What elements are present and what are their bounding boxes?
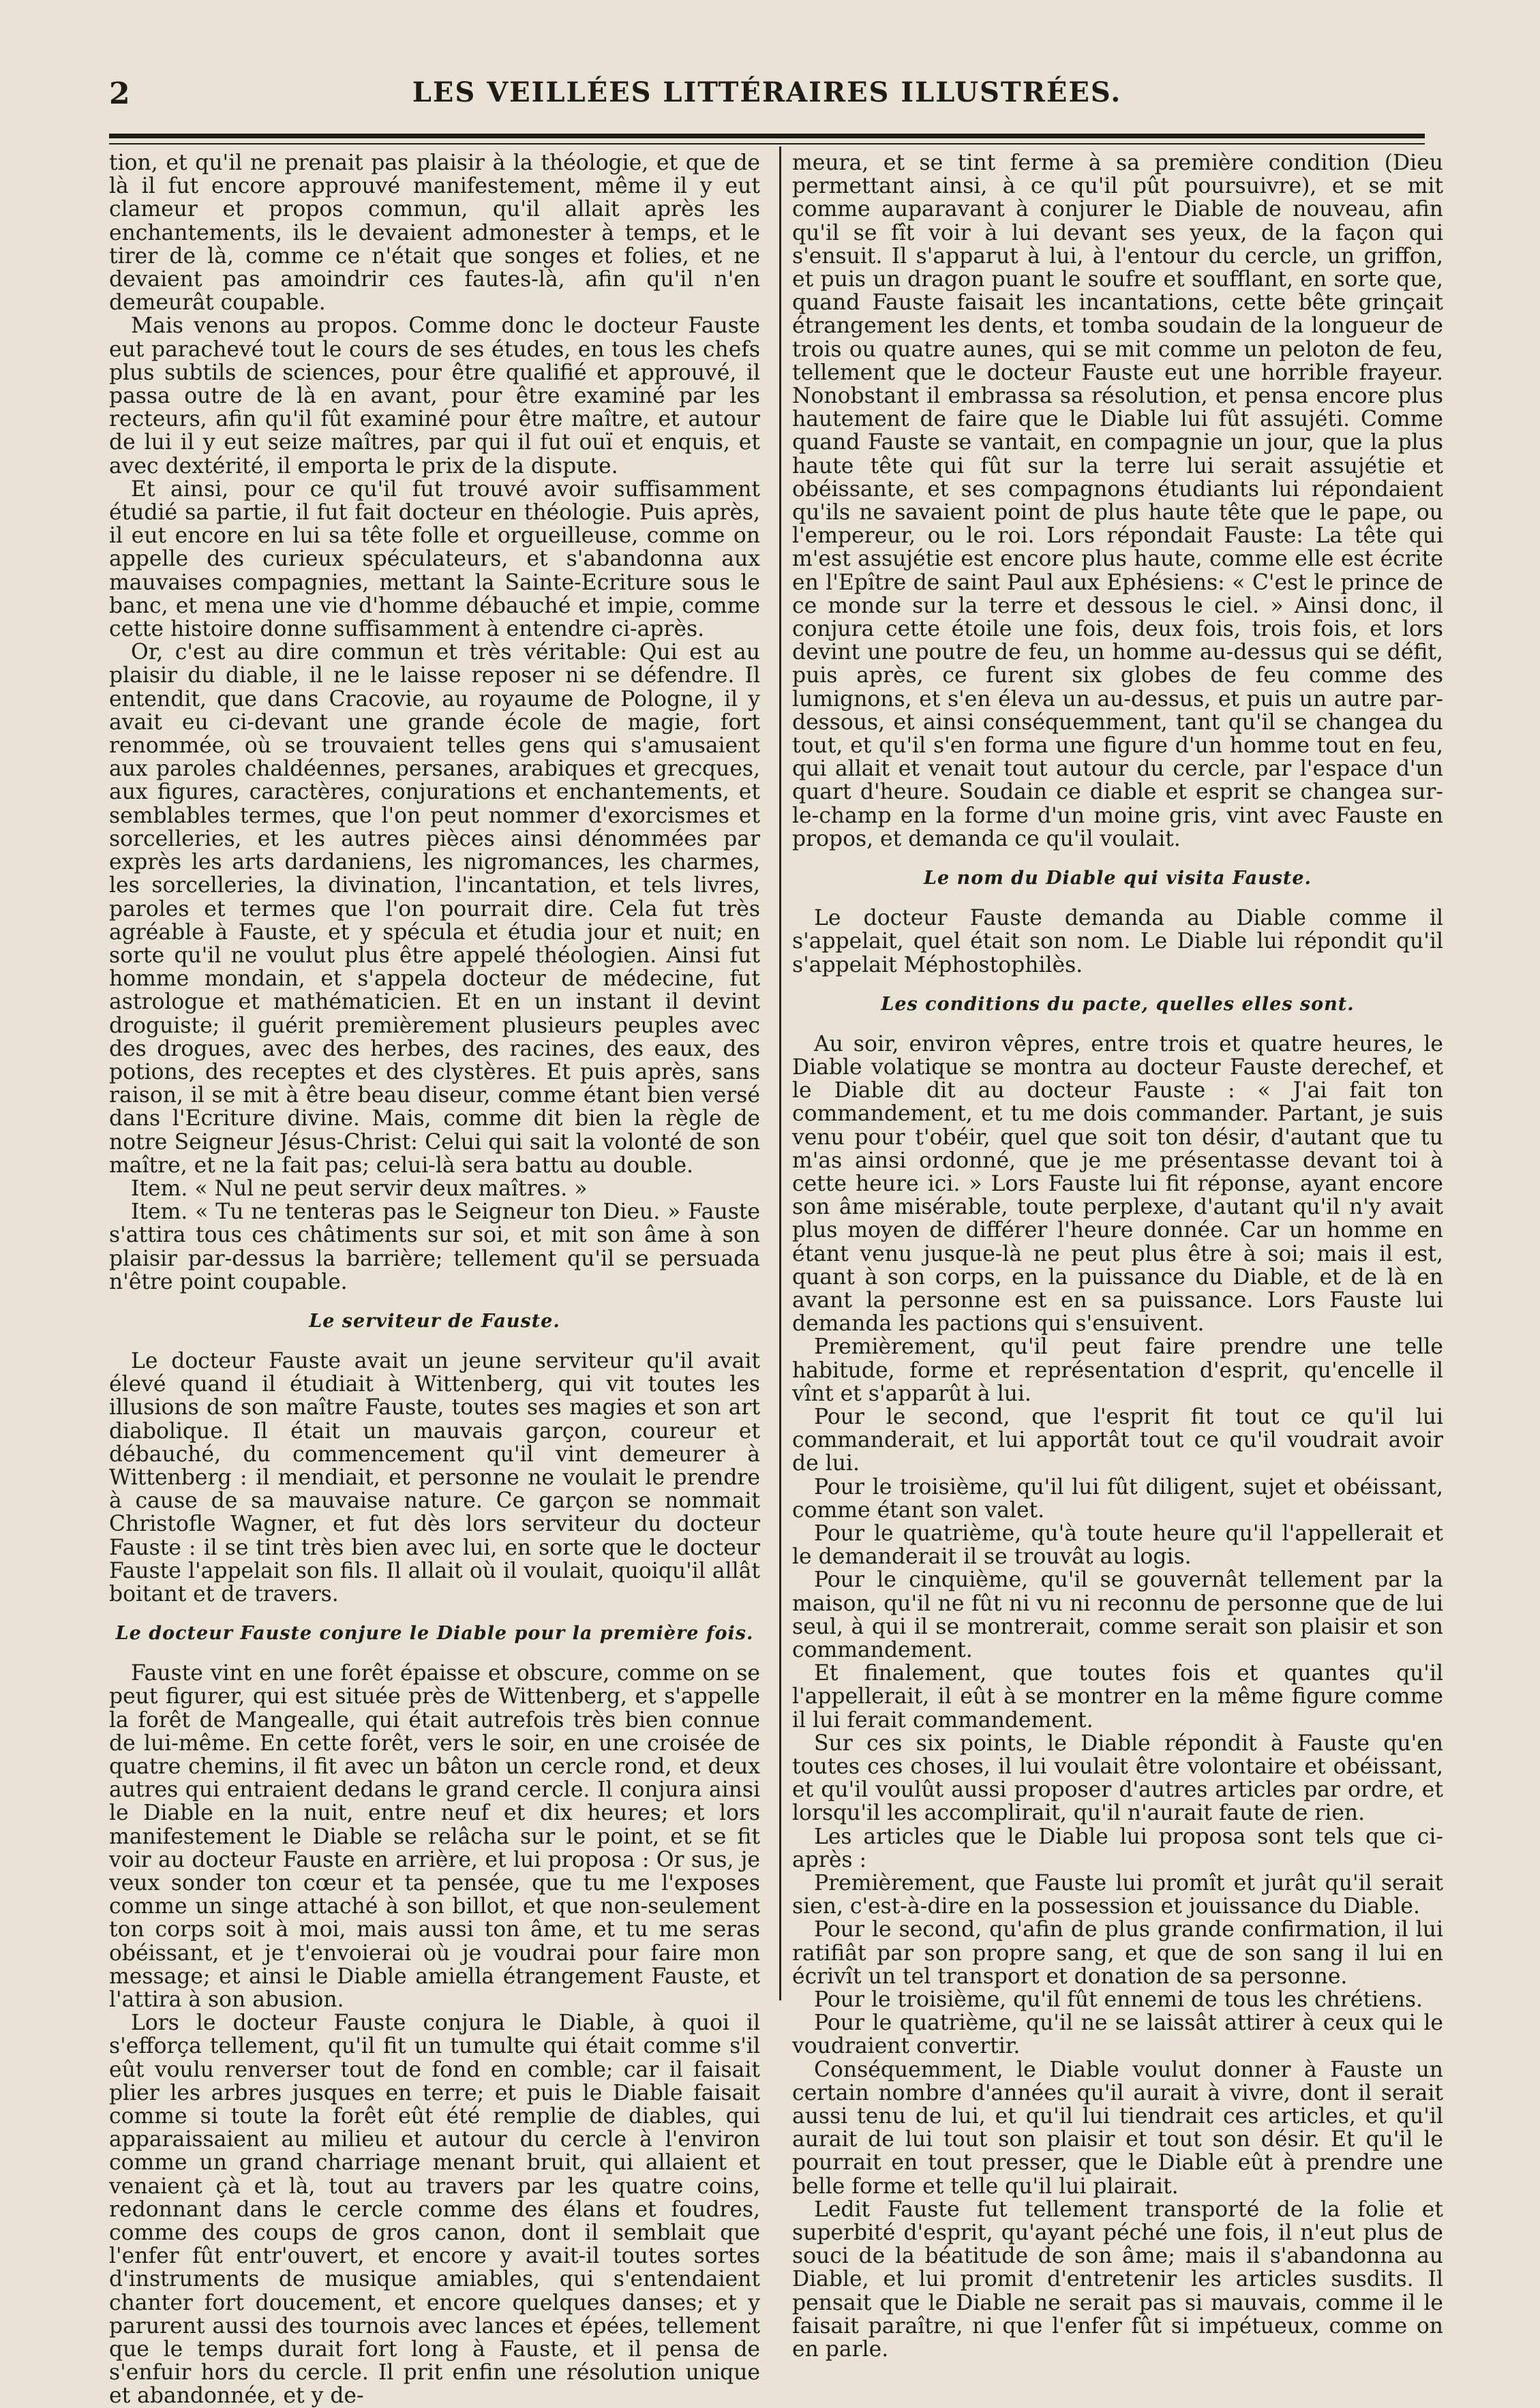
section-heading: Le serviteur de Fauste.: [309, 1310, 560, 1332]
paragraph: tion, et qu'il ne prenait pas plaisir à la théologie, et que de là il fut encore approuvé manifestement, même il y eut clameur et propos commun, qu'il allait après les enchantements, ils le devaient admonester à temps, et le tirer de là, comme ce n'était que songes et folies, et ne devaient pas amoindrir ces fautes-là, afin qu'il n'en demeurât coupable.: [109, 151, 760, 316]
paragraph: Pour le troisième, qu'il fût ennemi de tous les chrétiens.: [814, 1987, 1423, 2013]
paragraph: Pour le quatrième, qu'à toute heure qu'il l'appellerait et le demanderait il se trouvât au logis.: [792, 1521, 1443, 1570]
paragraph: Lors le docteur Fauste conjura le Diable, à quoi il s'efforça tellement, qu'il fit un tumulte qui était comme s'il eût voulu renverser tout de fond en comble; car il faisait plier les arbres jusques en terre; et puis le Diable faisait comme si toute la forêt eût été remplie de diables, qui apparaissaient au milieu et autour du cercle à l'environ comme un grand charriage menant bruit, qui allaient et venaient çà et là, tout au travers par les quatre coins, redonnant dans le cercle comme des élans et foudres, comme des coups de gros canon, dont il semblait que l'enfer fût entr'ouvert, et encore y avait-il toutes sortes d'instruments de musique amiables, qui s'entendaient chanter fort doucement, et encore quelques danses; et y parurent aussi des tournois avec lances et épées, tellement que le temps durait fort long à Fauste, et il pensa de s'enfuir hors du cercle. Il prit enfin une résolution unique et abandonnée, et y de-: [109, 2011, 760, 2408]
paragraph: Sur ces six points, le Diable répondit à Fauste qu'en toutes ces choses, il lui voulait être volontaire et obéissant, et qu'il voulût aussi proposer d'autres articles par ordre, et lorsqu'il les accomplirait, qu'il n'aurait faute de rien.: [792, 1731, 1443, 1826]
paragraph: Mais venons au propos. Comme donc le docteur Fauste eut parachevé tout le cours de ses études, en tous les chefs plus subtils de sciences, pour être qualifié et approuvé, il passa outre de là en avant, pour être examiné par les recteurs, afin qu'il fût examiné pour être maître, et autour de lui il y eut seize maîtres, par qui il fut ouï et enquis, et avec dextérité, il emporta le prix de la dispute.: [109, 314, 760, 478]
paragraph: meura, et se tint ferme à sa première condition (Dieu permettant ainsi, à ce qu'il pût poursuivre), et se mit comme auparavant à conjurer le Diable de nouveau, afin qu'il se fît voir à lui devant ses yeux, de la façon qui s'ensuit. Il s'apparut à lui, à l'entour du cercle, un griffon, et puis un dragon puant le soufre et soufflant, en sorte que, quand Fauste faisait les incantations, cette bête grinçait étrangement les dents, et tomba soudain de la longueur de trois ou quatre aunes, qui se mit comme un peloton de feu, tellement que le docteur Fauste eut une horrible frayeur. Nonobstant il embrassa sa résolution, et pensa encore plus hautement de faire que le Diable lui fût assujéti. Comme quand Fauste se vantait, en compagnie un jour, que la plus haute tête qui fût sur la terre lui serait assujétie et obéissante, et ses compagnons étudiants lui répondaient qu'ils ne savaient point de plus haute tête que le pape, ou l'empereur, ou le roi. Lors répondait Fauste: La tête qui m'est assujétie est encore plus haute, comme elle est écrite en l'Epître de saint Paul aux Ephésiens: « C'est le prince de ce monde sur la terre et dessous le ciel. » Ainsi donc, il conjura cette étoile une fois, deux fois, trois fois, et lors devint une poutre de feu, un homme au-dessus qui se défit, puis après, ce furent six globes de feu comme des lumignons, et s'en éleva un au-dessus, et puis un autre par-dessous, et ainsi conséquemment, tant qu'il se changea du tout, et qu'il s'en forma une figure d'un homme tout en feu, qui allait et venait tout autour du cercle, par l'espace d'un quart d'heure. Soudain ce diable et esprit se changea sur-le-champ en la forme d'un moine gris, vint avec Fauste en propos, et demanda ce qu'il voulait.: [792, 151, 1443, 851]
paragraph: Et ainsi, pour ce qu'il fut trouvé avoir suffisamment étudié sa partie, il fut fait docteur en théologie. Puis après, il eut encore en lui sa tête folle et orgueilleuse, comme on appelle des curieux spéculateurs, et s'abandonna aux mauvaises compagnies, mettant la Sainte-Ecriture sous le banc, et mena une vie d'homme débauché et impie, comme cette histoire donne suffisamment à entendre ci-après.: [109, 476, 760, 642]
paragraph: Pour le second, que l'esprit fit tout ce qu'il lui commanderait, et lui apportât tout ce qu'il voudrait avoir de lui.: [792, 1404, 1443, 1476]
paragraph: Pour le quatrième, qu'il ne se laissât attirer à ceux qui le voudraient convertir.: [792, 2011, 1443, 2059]
paragraph: Les articles que le Diable lui proposa sont tels que ci-après :: [792, 1824, 1443, 1872]
paragraph: Le docteur Fauste demanda au Diable comme il s'appelait, quel était son nom. Le Diable lui répondit qu'il s'appelait Méphostophilès.: [792, 906, 1443, 977]
left-column: [109, 151, 760, 2408]
paragraph: Item. « Nul ne peut servir deux maîtres. »: [131, 1176, 588, 1201]
paragraph: Conséquemment, le Diable voulut donner à Fauste un certain nombre d'années qu'il aurait à vivre, dont il serait aussi tenu de lui, et qu'il lui tiendrait ces articles, et qu'il aurait de lui tout son plaisir et tout son désir. Et qu'il le pourrait en tout presser, que le Diable eût à prendre une belle forme et telle qu'il lui plairait.: [792, 2057, 1443, 2199]
paragraph: Et finalement, que toutes fois et quantes qu'il l'appellerait, il eût à se montrer en la même figure comme il lui ferait commandement.: [792, 1661, 1443, 1733]
section-heading: Le docteur Fauste conjure le Diable pour la première fois.: [115, 1623, 754, 1645]
page-header: [109, 76, 1425, 117]
paragraph: Ledit Fauste fut tellement transporté de la folie et superbité d'esprit, qu'ayant péché une fois, il n'eut plus de souci de la béatitude de son âme; mais il s'abandonna au Diable, et lui promit d'entretenir les articles susdits. Il pensait que le Diable ne serait pas si mauvais, comme il le faisait paraître, ni que l'enfer fût si impétueux, comme on en parle.: [792, 2197, 1443, 2362]
section-heading: Le nom du Diable qui visita Fauste.: [924, 868, 1312, 889]
column-divider: [779, 147, 781, 2000]
page-number: 2: [109, 76, 130, 111]
running-title: LES VEILLÉES LITTÉRAIRES ILLUSTRÉES.: [412, 76, 1122, 108]
right-column: [792, 151, 1443, 2361]
paragraph: Pour le troisième, qu'il lui fût diligent, sujet et obéissant, comme étant son valet.: [792, 1474, 1443, 1523]
paragraph: Le docteur Fauste avait un jeune serviteur qu'il avait élevé quand il étudiait à Wittenberg, qui vit toutes les illusions de son maître Fauste, toutes ses magies et son art diabolique. Il était un mauvais garçon, coureur et débauché, du commencement qu'il vint demeurer à Wittenberg : il mendiait, et personne ne voulait le prendre à cause de sa mauvaise nature. Ce garçon se nommait Christofle Wagner, et fut dès lors serviteur du docteur Fauste : il se tint très bien avec lui, en sorte que le docteur Fauste l'appelait son fils. Il allait où il voulait, quoiqu'il allât boitant et de travers.: [109, 1348, 760, 1606]
paragraph: Pour le second, qu'afin de plus grande confirmation, il lui ratifiât par son propre sang, et que de son sang il lui en écrivît un tel transport et donation de sa personne.: [792, 1917, 1443, 1989]
paragraph: Or, c'est au dire commun et très véritable: Qui est au plaisir du diable, il ne le laisse reposer ni se défendre. Il entendit, que dans Cracovie, au royaume de Pologne, il y avait eu ci-devant une grande école de magie, fort renommée, où se trouvaient telles gens qui s'amusaient aux paroles chaldéennes, persanes, arabiques et grecques, aux figures, caractères, conjurations et enchantements, et semblables termes, que l'on peut nommer d'exorcismes et sorcelleries, et les autres pièces ainsi dénommées par exprès les arts dardaniens, les nigromances, les charmes, les sorcelleries, la divination, l'incantation, et tels livres, paroles et termes que l'on pourrait dire. Cela fut très agréable à Fauste, et y spécula et étudia jour et nuit; en sorte qu'il ne voulut plus être appelé théologien. Ainsi fut homme mondain, et s'appela docteur de médecine, fut astrologue et mathématicien. Et en un instant il devint droguiste; il guérit premièrement plusieurs peuples avec des drogues, avec des herbes, des racines, des eaux, des potions, des receptes et des clystères. Et puis après, sans raison, il se mit à être beau diseur, comme étant bien versé dans l'Ecriture divine. Mais, comme dit bien la règle de notre Seigneur Jésus-Christ: Celui qui sait la volonté de son maître, et ne la fait pas; celui-là sera battu au double.: [109, 640, 760, 1178]
section-heading: Les conditions du pacte, quelles elles sont.: [881, 993, 1355, 1015]
paragraph: Premièrement, qu'il peut faire prendre une telle habitude, forme et représentation d'esprit, qu'encelle il vînt et s'apparût à lui.: [792, 1335, 1443, 1406]
header-rule-thick: [109, 134, 1425, 138]
paragraph: Pour le cinquième, qu'il se gouvernât tellement par la maison, qu'il ne fût ni vu ni reconnu de personne que de lui seul, à qui il se montrerait, comme serait son plaisir et son commandement.: [792, 1568, 1443, 1662]
paragraph: Fauste vint en une forêt épaisse et obscure, comme on se peut figurer, qui est située près de Wittenberg, et s'appelle la forêt de Mangealle, qui était autrefois très bien connue de lui-même. En cette forêt, vers le soir, en une croisée de quatre chemins, il fit avec un bâton un cercle rond, et deux autres qui entraient dedans le grand cercle. Il conjura ainsi le Diable en la nuit, entre neuf et dix heures; et lors manifestement le Diable se relâcha sur le point, et se fit voir au docteur Fauste en arrière, et lui proposa : Or sus, je veux sonder ton cœur et ta pensée, que tu me l'exposes comme un singe attaché à son billot, et que non-seulement ton corps soit à moi, mais aussi ton âme, et tu me seras obéissant, et je t'envoierai où je voudrai pour faire mon message; et ainsi le Diable amiella étrangement Fauste, et l'attira à son abusion.: [109, 1661, 760, 2013]
paragraph: Item. « Tu ne tenteras pas le Seigneur ton Dieu. » Fauste s'attira tous ces châtiments sur soi, et mit son âme à son plaisir par-dessus la barrière; tellement qu'il se persuada n'être point coupable.: [109, 1200, 760, 1294]
paragraph: Au soir, environ vêpres, entre trois et quatre heures, le Diable volatique se montra au docteur Fauste derechef, et le Diable dit au docteur Fauste : « J'ai fait ton commandement, et tu me dois commander. Partant, je suis venu pour t'obéir, quel que soit ton désir, d'autant que tu m'as ainsi ordonné, que je me présentasse devant toi à cette heure ici. » Lors Fauste lui fit réponse, ayant encore son âme misérable, toute perplexe, d'autant qu'il n'y avait plus moyen de différer l'heure donnée. Car un homme en étant venu jusque-là ne peut plus être à soi; mais il est, quant à son corps, en la puissance du Diable, et de là en avant la personne est en sa puissance. Lors Fauste lui demanda les pactions qui s'ensuivent.: [792, 1031, 1443, 1337]
header-rule-thin: [109, 143, 1425, 144]
paragraph: Premièrement, que Fauste lui promît et jurât qu'il serait sien, c'est-à-dire en la possession et jouissance du Diable.: [792, 1871, 1443, 1919]
